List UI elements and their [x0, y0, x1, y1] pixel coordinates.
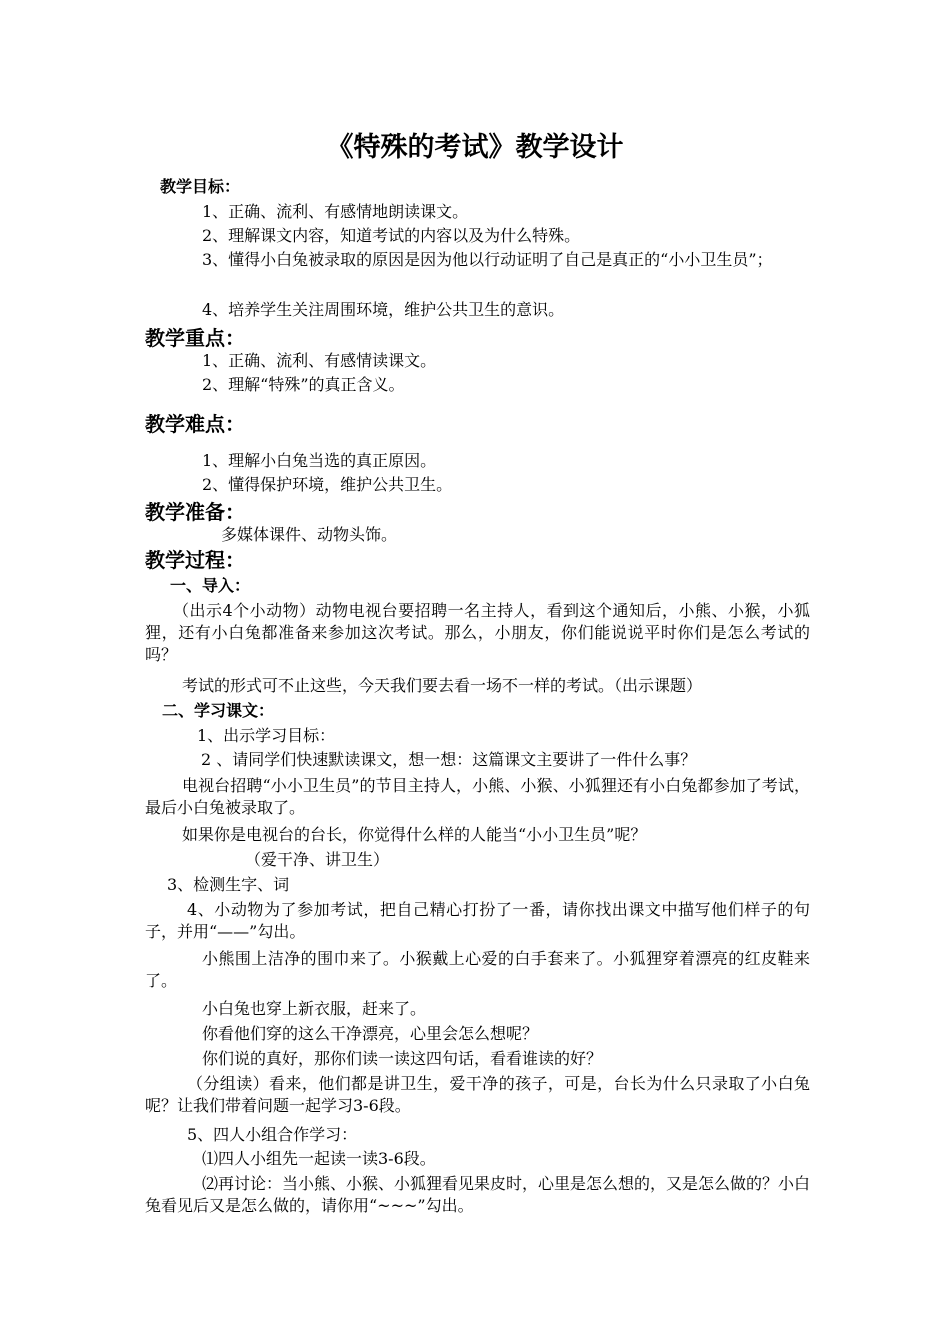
study-step: 1、出示学习目标：	[197, 726, 336, 745]
study-paragraph: 小熊围上洁净的围巾来了。小猴戴上心爱的白手套来了。小狐狸穿着漂亮的红皮鞋来了。	[145, 949, 810, 990]
study-paragraph: 电视台招聘“小小卫生员”的节目主持人，小熊、小猴、小狐狸还有小白兔都参加了考试，最后小白兔被录取了。	[145, 776, 810, 817]
difficulty-item: 2、懂得保护环境，维护公共卫生。	[202, 475, 453, 494]
preparation-heading: 教学准备：	[145, 500, 245, 524]
study-sub-step: ⑴四人小组先一起读一读3-6段。	[202, 1149, 436, 1168]
goal-item: 1、正确、流利、有感情地朗读课文。	[202, 202, 469, 221]
intro-heading: 一、导入：	[170, 576, 251, 595]
process-heading: 教学过程：	[145, 548, 245, 572]
study-paragraph: 你们说的真好，那你们读一读这四句话，看看谁读的好？	[202, 1049, 603, 1068]
goal-item: 4、培养学生关注周围环境，维护公共卫生的意识。	[202, 300, 565, 319]
study-step: 5、四人小组合作学习：	[187, 1125, 358, 1144]
document-title: 《特殊的考试》教学设计	[326, 132, 624, 163]
difficulty-item: 1、理解小白兔当选的真正原因。	[202, 451, 437, 470]
study-step: 2 、请同学们快速默读课文，想一想：这篇课文主要讲了一件什么事？	[201, 750, 697, 769]
goals-heading: 教学目标：	[160, 177, 241, 196]
intro-paragraph: 考试的形式可不止这些，今天我们要去看一场不一样的考试。（出示课题）	[182, 676, 703, 695]
preparation-text: 多媒体课件、动物头饰。	[221, 525, 398, 544]
study-paragraph: 你看他们穿的这么干净漂亮，心里会怎么想呢？	[202, 1024, 539, 1043]
study-step: 4、小动物为了参加考试，把自己精心打扮了一番，请你找出课文中描写他们样子的句子，并用“——”勾出。	[145, 900, 810, 941]
difficulties-heading: 教学难点：	[145, 412, 245, 436]
intro-paragraph: （出示4个小动物）动物电视台要招聘一名主持人，看到这个通知后，小熊、小猴，小狐狸，还有小白兔都准备来参加这次考试。那么，小朋友，你们能说说平时你们是怎么考试的吗？	[145, 601, 810, 664]
study-paragraph: （分组读）看来，他们都是讲卫生，爱干净的孩子，可是，台长为什么只录取了小白兔呢？让我们带着问题一起学习3-6段。	[145, 1074, 810, 1115]
study-paragraph: （爱干净、讲卫生）	[245, 850, 390, 869]
key-points-heading: 教学重点：	[145, 326, 245, 350]
study-step: 3、检测生字、词	[167, 875, 290, 894]
study-sub-step: ⑵再讨论：当小熊、小猴、小狐狸看见果皮时，心里是怎么想的，又是怎么做的？小白兔看见后又是怎么做的，请你用“~~~”勾出。	[145, 1174, 811, 1215]
key-point-item: 1、正确、流利、有感情读课文。	[202, 351, 437, 370]
study-paragraph: 小白兔也穿上新衣服，赶来了。	[202, 999, 427, 1018]
goal-item: 3、懂得小白兔被录取的原因是因为他以行动证明了自己是真正的“小小卫生员”；	[202, 250, 773, 269]
study-heading: 二、学习课文：	[162, 701, 275, 720]
study-paragraph: 如果你是电视台的台长，你觉得什么样的人能当“小小卫生员”呢？	[182, 825, 647, 844]
key-point-item: 2、理解“特殊”的真正含义。	[202, 375, 405, 394]
goal-item: 2、理解课文内容，知道考试的内容以及为什么特殊。	[202, 226, 581, 245]
